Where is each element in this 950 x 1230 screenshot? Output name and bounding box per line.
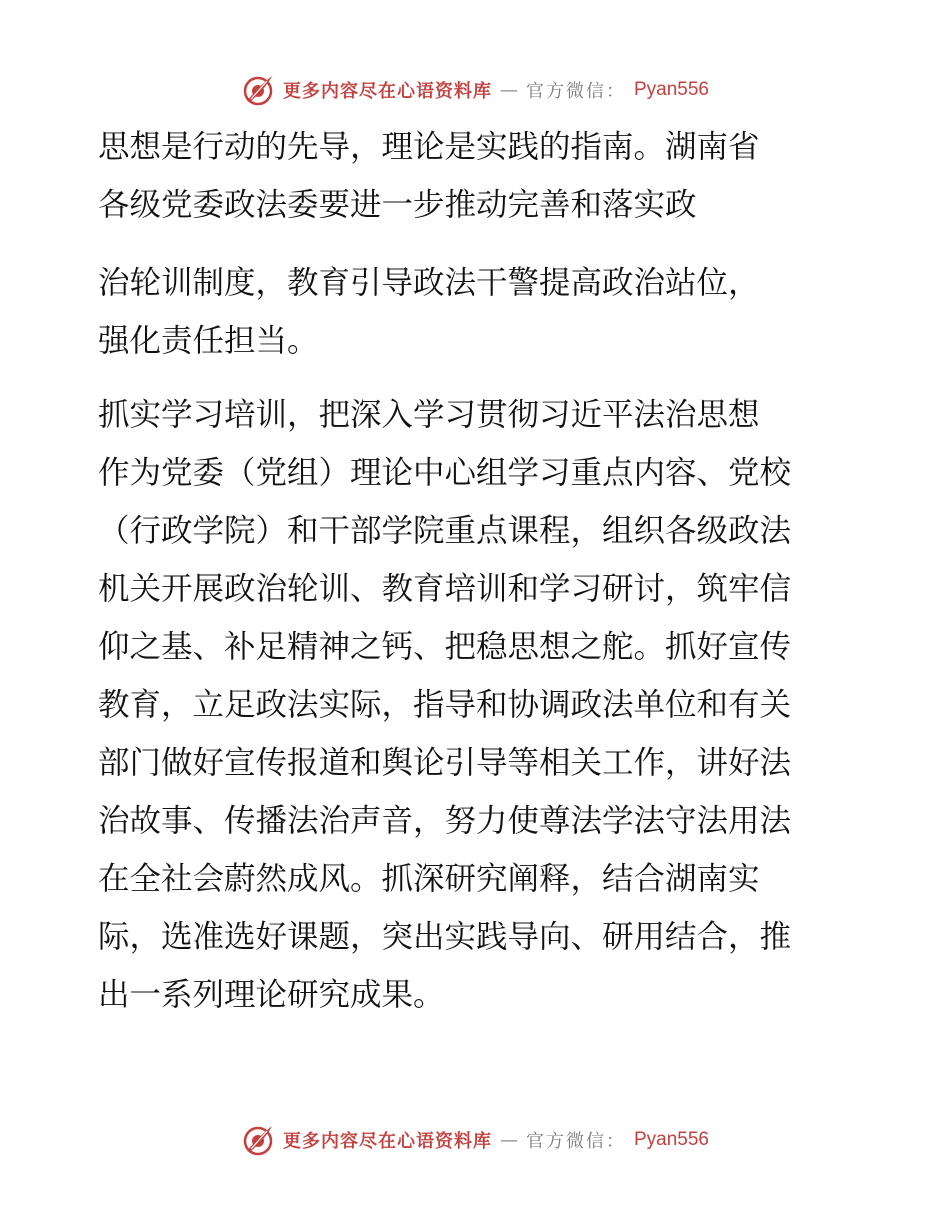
- paragraph-line: 各级党委政法委要进一步推动完善和落实政: [98, 187, 697, 223]
- paragraph-line: 部门做好宣传报道和舆论引导等相关工作，讲好法: [98, 745, 792, 781]
- banner-wechat-label: 官方微信：: [525, 81, 626, 102]
- banner-wechat-id: Pyan556: [633, 79, 709, 100]
- paragraph-line: 强化责任担当。: [98, 323, 319, 359]
- paragraph-1: [98, 118, 858, 234]
- paragraph-line: （行政学院）和干部学院重点课程，组织各级政法: [98, 513, 792, 549]
- banner-wechat-id: Pyan556: [633, 1129, 709, 1150]
- paragraph-line: 机关开展政治轮训、教育培训和学习研讨，筑牢信: [98, 571, 792, 607]
- header-banner: [0, 70, 950, 110]
- banner-wechat-label: 官方微信：: [525, 1131, 626, 1152]
- paragraph-line: 作为党委（党组）理论中心组学习重点内容、党校: [98, 455, 792, 491]
- paragraph-line: 治轮训制度，教育引导政法干警提高政治站位，: [98, 265, 760, 301]
- paragraph-line: 治故事、传播法治声音，努力使尊法学法守法用法: [98, 803, 792, 839]
- banner-dash: —: [499, 79, 518, 101]
- paragraph-line: 仰之基、补足精神之钙、把稳思想之舵。抓好宣传: [98, 629, 792, 665]
- banner-dash: —: [499, 1129, 518, 1151]
- paragraph-line: 出一系列理论研究成果。: [98, 977, 445, 1013]
- banner-promo-text: 更多内容尽在心语资料库: [282, 81, 492, 102]
- paragraph-2: [98, 254, 858, 370]
- paragraph-3: [98, 386, 858, 1024]
- paragraph-line: 思想是行动的先导，理论是实践的指南。湖南省: [98, 129, 760, 165]
- paragraph-line: 教育，立足政法实际，指导和协调政法单位和有关: [98, 687, 792, 723]
- banner-promo-text: 更多内容尽在心语资料库: [282, 1131, 492, 1152]
- quill-in-circle-icon: [241, 73, 275, 107]
- footer-banner: [0, 1120, 950, 1160]
- paragraph-line: 在全社会蔚然成风。抓深研究阐释，结合湖南实: [98, 861, 760, 897]
- paragraph-line: 际，选准选好课题，突出实践导向、研用结合，推: [98, 919, 792, 955]
- paragraph-line: 抓实学习培训，把深入学习贯彻习近平法治思想: [98, 397, 760, 433]
- quill-in-circle-icon: [241, 1123, 275, 1157]
